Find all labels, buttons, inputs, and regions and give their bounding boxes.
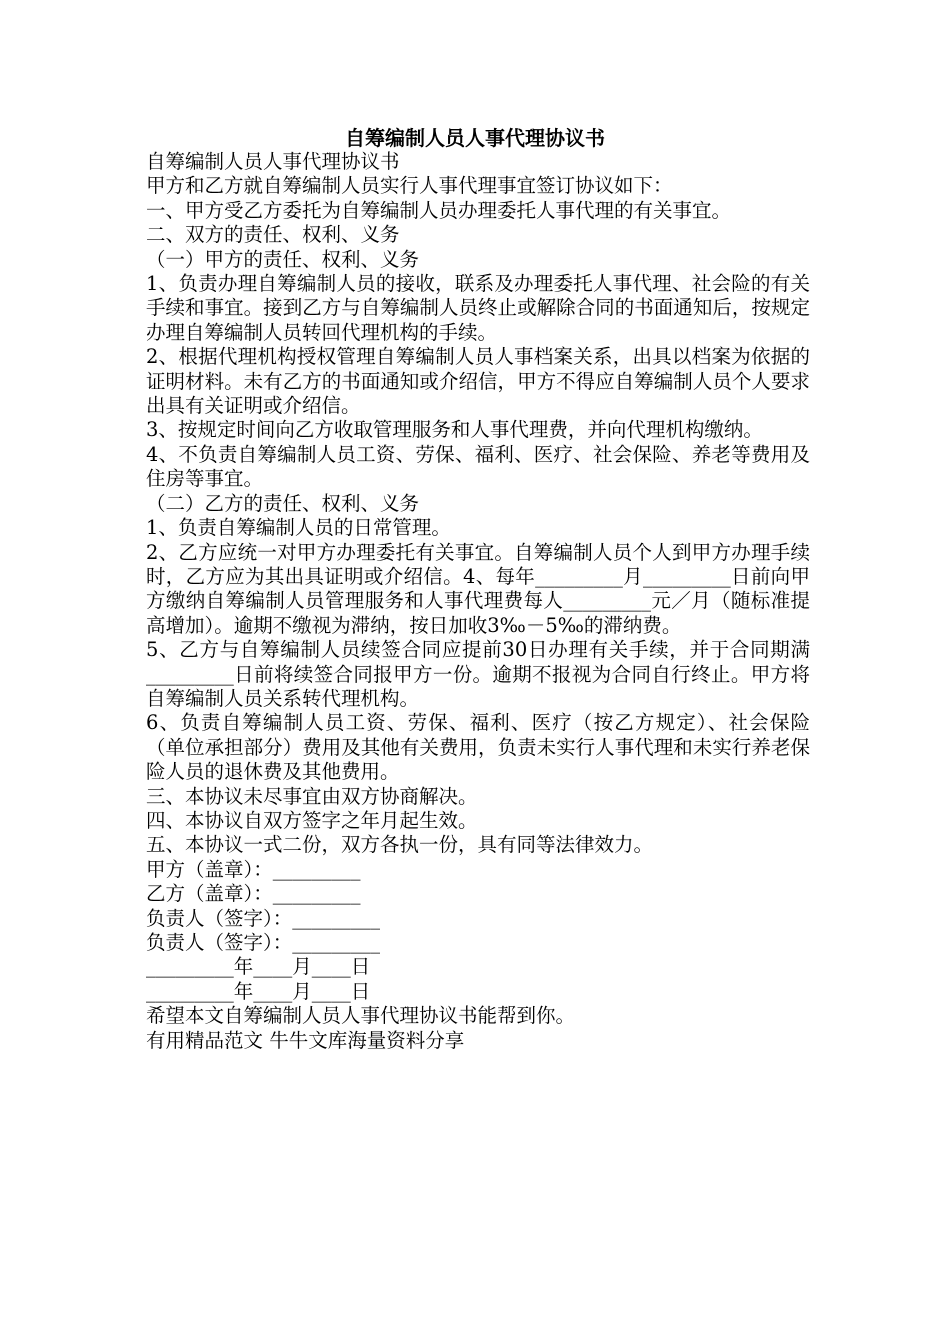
signature-line-responsible-person: 负责人（签字）：_________ (146, 906, 381, 930)
paragraph: 自筹编制人员人事代理协议书 (146, 150, 400, 173)
subsection-heading: （一）甲方的责任、权利、义务 (146, 247, 420, 271)
paragraph: 1、负责自筹编制人员的日常管理。 (146, 516, 451, 540)
footer-note: 有用精品范文 牛牛文库海量资料分享 (146, 1028, 465, 1052)
paragraph: 5、乙方与自筹编制人员续签合同应提前30日办理有关手续，并于合同期满_________日前将续签合同报甲方一份。逾期不报视为合同自行终止。甲方将自筹编制人员关系转代理机构。 (146, 638, 810, 710)
date-line: _________年____月____日 (146, 979, 371, 1003)
document-body (146, 150, 810, 1053)
paragraph: 四、本协议自双方签字之年月起生效。 (146, 808, 478, 832)
paragraph: 2、根据代理机构授权管理自筹编制人员人事档案关系，出具以档案为依据的证明材料。未有乙方的书面通知或介绍信，甲方不得应自筹编制人员个人要求出具有关证明或介绍信。 (146, 345, 810, 418)
signature-line-party-a: 甲方（盖章）：_________ (146, 857, 361, 881)
paragraph: 三、本协议未尽事宜由双方协商解决。 (146, 784, 478, 808)
paragraph: 1、负责办理自筹编制人员的接收，联系及办理委托人事代理、社会险的有关手续和事宜。接到乙方与自筹编制人员终止或解除合同的书面通知后，按规定办理自筹编制人员转回代理机构的手续。 (146, 272, 810, 344)
signature-line-party-b: 乙方（盖章）：_________ (146, 882, 361, 906)
date-line: _________年____月____日 (146, 955, 371, 979)
paragraph: 五、本协议一式二份，双方各执一份，具有同等法律效力。 (146, 833, 654, 857)
paragraph: 6、负责自筹编制人员工资、劳保、福利、医疗（按乙方规定）、社会保险（单位承担部分）费用及其他有关费用，负责未实行人事代理和未实行养老保险人员的退休费及其他费用。 (146, 711, 810, 784)
paragraph: 一、甲方受乙方委托为自筹编制人员办理委托人事代理的有关事宜。 (146, 198, 732, 222)
paragraph: 4、不负责自筹编制人员工资、劳保、福利、医疗、社会保险、养老等费用及住房等事宜。 (146, 442, 810, 491)
section-heading: 二、双方的责任、权利、义务 (146, 223, 400, 247)
subsection-heading: （二）乙方的责任、权利、义务 (146, 491, 420, 515)
paragraph: 甲方和乙方就自筹编制人员实行人事代理事宜签订协议如下： (146, 174, 673, 198)
paragraph: 2、乙方应统一对甲方办理委托有关事宜。自筹编制人员个人到甲方办理手续时，乙方应为其出具证明或介绍信。4、每年_________月_________日前向甲方缴纳自筹编制人员管理服务和人事代理费每人_________元／月（随标准提高增加）。逾期不缴视为滞纳，按日加收3‰－5‰的滞纳费。 (146, 540, 810, 637)
paragraph: 3、按规定时间向乙方收取管理服务和人事代理费，并向代理机构缴纳。 (146, 418, 763, 442)
closing-note: 希望本文自筹编制人员人事代理协议书能帮到你。 (146, 1004, 576, 1028)
document-title: 自筹编制人员人事代理协议书 (345, 126, 605, 150)
signature-line-responsible-person: 负责人（签字）：_________ (146, 931, 381, 954)
